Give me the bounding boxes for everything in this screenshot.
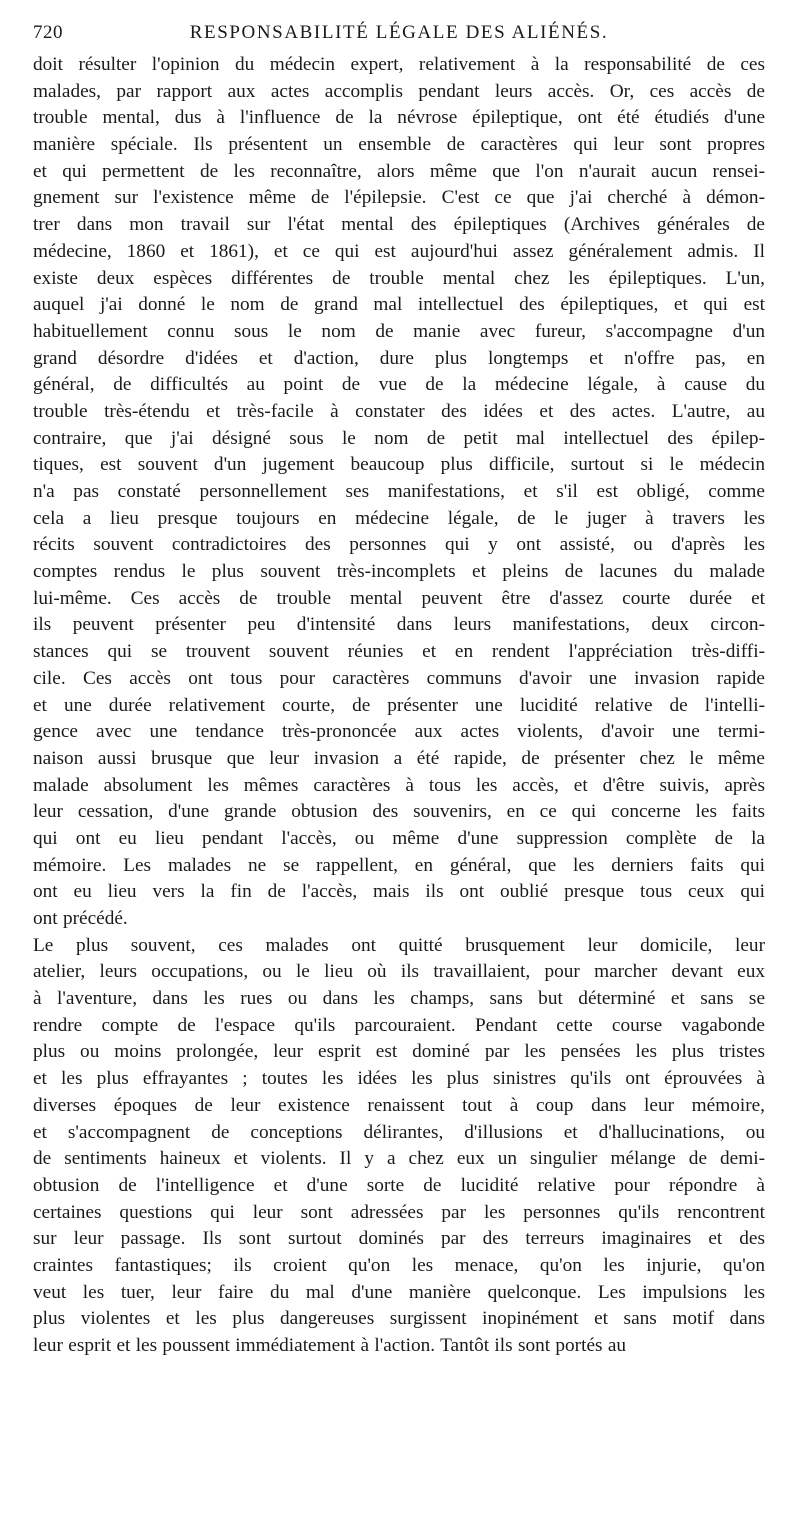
text-line: et qui permettent de les reconnaître, alors même que l'on n'aurait aucun rensei- [33, 160, 765, 182]
text-line: plus ou moins prolongée, leur esprit est dominé par les pensées les plus tristes [33, 1041, 765, 1063]
page-number: 720 [33, 22, 63, 43]
text-line: leur cessation, d'une grande obtusion des souvenirs, en ce qui concerne les faits [33, 801, 765, 823]
text-line: naison aussi brusque que leur invasion a été rapide, de présenter chez le même [33, 747, 765, 769]
text-line: grand désordre d'idées et d'action, dure plus longtemps et n'offre pas, en [33, 347, 765, 369]
text-line: stances qui se trouvent souvent réunies et en rendent l'appréciation très-diffi- [33, 641, 765, 663]
text-line: obtusion de l'intelligence et d'une sorte de lucidité relative pour répondre à [33, 1174, 765, 1196]
text-line: trouble mental, dus à l'influence de la névrose épileptique, ont été étudiés d'une [33, 107, 765, 129]
text-line: contraire, que j'ai désigné sous le nom de petit mal intellectuel des épilep- [33, 427, 765, 449]
text-line: malades, par rapport aux actes accomplis pendant leurs accès. Or, ces accès de [33, 80, 765, 102]
text-line: craintes fantastiques; ils croient qu'on les menace, qu'on les injurie, qu'on [33, 1254, 765, 1276]
text-line: habituellement connu sous le nom de manie avec fureur, s'accompagne d'un [33, 320, 765, 342]
text-line: rendre compte de l'espace qu'ils parcouraient. Pendant cette course vagabonde [33, 1014, 765, 1036]
text-line: existe deux espèces différentes de trouble mental chez les épileptiques. L'un, [33, 267, 765, 289]
text-line: cile. Ces accès ont tous pour caractères communs d'avoir une invasion rapide [33, 667, 765, 689]
text-line: qui ont eu lieu pendant l'accès, ou même d'une suppression complète de la [33, 827, 765, 849]
book-page [33, 22, 765, 1360]
text-line: lui-même. Ces accès de trouble mental peuvent être d'assez courte durée et [33, 587, 765, 609]
text-line: comptes rendus le plus souvent très-incomplets et pleins de lacunes du malade [33, 561, 765, 583]
text-line: récits souvent contradictoires des personnes qui y ont assisté, ou d'après les [33, 534, 765, 556]
text-line: gnement sur l'existence même de l'épilepsie. C'est ce que j'ai cherché à démon- [33, 187, 765, 209]
text-line: malade absolument les mêmes caractères à tous les accès, et d'être suivis, après [33, 774, 765, 796]
text-line: trouble très-étendu et très-facile à constater des idées et des actes. L'autre, au [33, 400, 765, 422]
text-line: veut les tuer, leur faire du mal d'une manière quelconque. Les impulsions les [33, 1281, 765, 1303]
text-line: et les plus effrayantes ; toutes les idées les plus sinistres qu'ils ont éprouvées à [33, 1068, 765, 1090]
text-line: ils peuvent présenter peu d'intensité dans leurs manifestations, deux circon- [33, 614, 765, 636]
text-line: diverses époques de leur existence renaissent tout à coup dans leur mémoire, [33, 1094, 765, 1116]
text-line: médecine, 1860 et 1861), et ce qui est aujourd'hui assez généralement admis. Il [33, 240, 765, 262]
paragraph-epileptic-mental-states [33, 52, 765, 933]
text-line: sur leur passage. Ils sont surtout dominés par des terreurs imaginaires et des [33, 1228, 765, 1250]
running-title: RESPONSABILITÉ LÉGALE DES ALIÉNÉS. [189, 22, 609, 43]
text-line: et une durée relativement courte, de présenter une lucidité relative de l'intelli- [33, 694, 765, 716]
text-line: et s'accompagnent de conceptions délirantes, d'illusions et d'hallucinations, ou [33, 1121, 765, 1143]
text-line: tiques, est souvent d'un jugement beaucoup plus difficile, surtout si le médecin [33, 454, 765, 476]
text-line: trer dans mon travail sur l'état mental des épileptiques (Archives générales de [33, 214, 765, 236]
text-line: doit résulter l'opinion du médecin expert, relativement à la responsabilité de ces [33, 54, 765, 75]
text-line: n'a pas constaté personnellement ses manifestations, et s'il est obligé, comme [33, 481, 765, 502]
text-line: atelier, leurs occupations, ou le lieu où ils travaillaient, pour marcher devant eux [33, 961, 765, 983]
text-line: auquel j'ai donné le nom de grand mal intellectuel des épileptiques, et qui est [33, 294, 765, 316]
text-line: plus violentes et les plus dangereuses surgissent inopinément et sans motif dans [33, 1308, 765, 1330]
text-line: leur esprit et les poussent immédiatement à l'action. Tantôt ils sont portés au [33, 1335, 627, 1356]
text-line: manière spéciale. Ils présentent un ensemble de caractères qui leur sont propres [33, 134, 765, 156]
text-line: gence avec une tendance très-prononcée aux actes violents, d'avoir une termi- [33, 721, 765, 743]
text-line: ont eu lieu vers la fin de l'accès, mais ils ont oublié presque tous ceux qui [33, 881, 765, 903]
text-line: mémoire. Les malades ne se rappellent, en général, que les derniers faits qui [33, 854, 765, 876]
page-header [33, 22, 765, 52]
text-line: Le plus souvent, ces malades ont quitté brusquement leur domicile, leur [33, 934, 765, 956]
text-line: général, de difficultés au point de vue de la médecine légale, à cause du [33, 374, 765, 396]
text-line: à l'aventure, dans les rues ou dans les champs, sans but déterminé et sans se [33, 988, 765, 1010]
text-line: certaines questions qui leur sont adressées par les personnes qu'ils rencontrent [33, 1201, 765, 1223]
text-line: cela a lieu presque toujours en médecine légale, de le juger à travers les [33, 507, 765, 529]
text-line: ont précédé. [33, 908, 128, 929]
text-line: de sentiments haineux et violents. Il y a chez eux un singulier mélange de demi- [33, 1148, 765, 1170]
paragraph-vagrant-episodes [33, 933, 765, 1360]
